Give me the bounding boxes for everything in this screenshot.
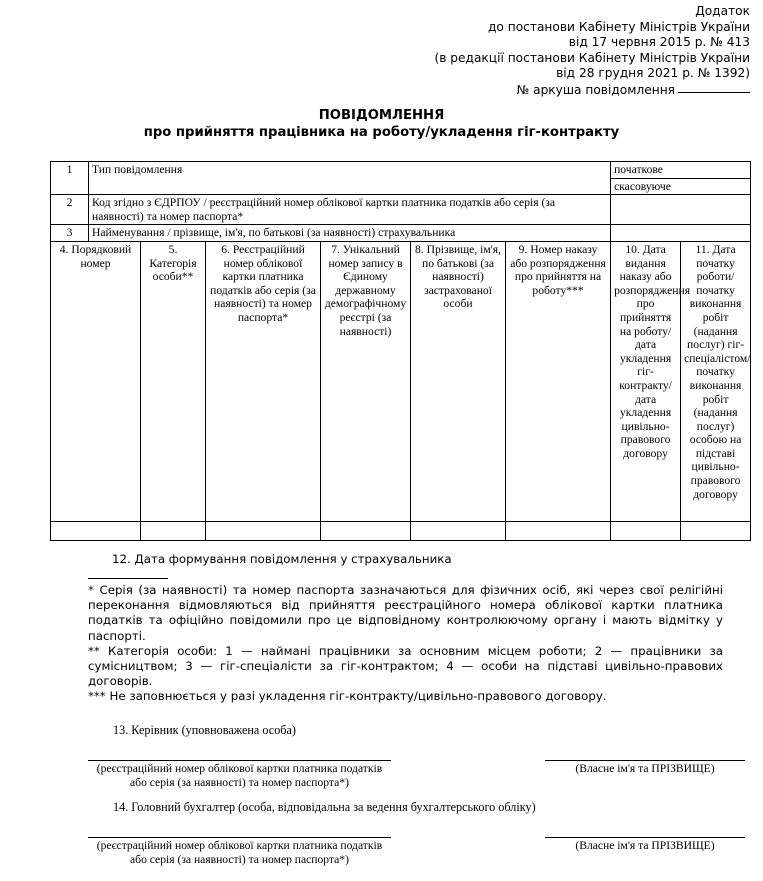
signature-13-caption-left: (реєстраційний номер облікової картки платника податків або серія (за наявності) та номер паспорта*) xyxy=(96,762,383,789)
title-line-1: ПОВІДОМЛЕННЯ xyxy=(318,108,445,123)
signature-14-lines xyxy=(88,837,745,866)
footnote-2: ** Категорія особи: 1 — наймані працівники за основним місцем роботи; 2 — працівники за сумісництвом; 3 — гіг-спеціалісти за гіг-контрактом; 4 — особи на підставі цивільно-правових договорів. xyxy=(88,643,723,689)
column-header-11: 11. Дата початку роботи/початку виконання робіт (надання послуг) гіг-спеціалістом/початку виконання робіт (надання послуг) особою на підставі цивільно-правового договору xyxy=(681,241,751,521)
row-3-value[interactable] xyxy=(611,225,751,242)
signature-block-accountant xyxy=(88,800,745,866)
signature-13-caption-right: (Власне ім'я та ПРІЗВИЩЕ) xyxy=(575,762,715,775)
signature-13-title: 13. Керівник (уповноважена особа) xyxy=(113,723,296,737)
data-cell-11[interactable] xyxy=(681,521,751,540)
document-header xyxy=(300,4,750,98)
signature-14-rule-right[interactable] xyxy=(545,837,745,838)
table-column-headers xyxy=(51,241,751,521)
row-2-label: Код згідно з ЄДРПОУ / реєстраційний номер облікової картки платника податків або серія (за наявності) та номер паспорта* xyxy=(89,195,611,225)
table-row xyxy=(51,521,751,540)
row-2-number: 2 xyxy=(51,195,89,225)
item-12-formation-date: 12. Дата формування повідомлення у страхувальника xyxy=(112,552,452,566)
signature-14-rule-left[interactable] xyxy=(88,837,391,838)
data-cell-9[interactable] xyxy=(506,521,611,540)
row-3-number: 3 xyxy=(51,225,89,242)
footnotes xyxy=(88,583,723,705)
header-line-1: Додаток xyxy=(695,4,750,18)
data-cell-5[interactable] xyxy=(141,521,206,540)
row-1-option-initial[interactable]: початкове xyxy=(611,162,751,179)
header-line-4: (в редакції постанови Кабінету Міністрів України xyxy=(434,50,750,65)
signature-14-caption-right: (Власне ім'я та ПРІЗВИЩЕ) xyxy=(575,839,715,852)
data-cell-7[interactable] xyxy=(321,521,411,540)
column-header-10: 10. Дата видання наказу або розпорядження про прийняття на роботу/дата укладення гіг-контракту/дата укладення цивільно-правового договору xyxy=(611,241,681,521)
header-line-5: від 28 грудня 2021 р. № 1392) xyxy=(556,66,750,80)
signature-block-manager xyxy=(88,723,745,789)
page-title xyxy=(0,107,763,141)
sheet-number-row xyxy=(300,82,750,99)
notification-form-table xyxy=(50,161,751,541)
title-line-2: про прийняття працівника на роботу/укладення гіг-контракту xyxy=(143,125,620,140)
data-cell-8[interactable] xyxy=(411,521,506,540)
signature-14-title: 14. Головний бухгалтер (особа, відповідальна за ведення бухгалтерського обліку) xyxy=(113,800,536,814)
column-header-9: 9. Номер наказу або розпорядження про прийняття на роботу*** xyxy=(506,241,611,521)
sheet-number-field[interactable] xyxy=(678,82,750,93)
row-1-option-cancel[interactable]: скасовуюче xyxy=(611,178,751,195)
column-header-7: 7. Унікальний номер запису в Єдиному державному демографічному реєстрі (за наявності) xyxy=(321,241,411,521)
table-row-2 xyxy=(51,195,751,225)
row-1-label: Тип повідомлення xyxy=(89,162,611,195)
footnote-separator xyxy=(88,578,168,579)
signature-13-lines xyxy=(88,760,745,789)
signature-13-rule-right[interactable] xyxy=(545,760,745,761)
column-header-4: 4. Порядковий номер xyxy=(51,241,141,521)
row-2-value[interactable] xyxy=(611,195,751,225)
row-1-number: 1 xyxy=(51,162,89,195)
header-line-3: від 17 червня 2015 р. № 413 xyxy=(568,35,750,49)
table-row-1 xyxy=(51,162,751,179)
data-cell-4[interactable] xyxy=(51,521,141,540)
header-line-2: до постанови Кабінету Міністрів України xyxy=(487,19,750,34)
signature-14-caption-left: (реєстраційний номер облікової картки платника податків або серія (за наявності) та номер паспорта*) xyxy=(96,839,383,866)
table-row-3 xyxy=(51,225,751,242)
signature-13-rule-left[interactable] xyxy=(88,760,391,761)
data-cell-10[interactable] xyxy=(611,521,681,540)
column-header-5: 5. Категорія особи** xyxy=(141,241,206,521)
sheet-number-label: № аркуша повідомлення xyxy=(516,82,675,97)
data-cell-6[interactable] xyxy=(206,521,321,540)
column-header-6: 6. Реєстраційний номер облікової картки платника податків або серія (за наявності) та номер паспорта* xyxy=(206,241,321,521)
column-header-8: 8. Прізвище, ім'я, по батькові (за наявності) застрахованої особи xyxy=(411,241,506,521)
row-3-label: Найменування / прізвище, ім'я, по батькові (за наявності) страхувальника xyxy=(89,225,611,242)
footnote-3: *** Не заповнюється у разі укладення гіг-контракту/цивільно-правового договору. xyxy=(88,689,607,704)
footnote-1: * Серія (за наявності) та номер паспорта зазначаються для фізичних осіб, які через свої релігійні переконання відмовляються від прийняття реєстраційного номера облікової картки платника податків та офіційно повідомили про це відповідному контролюючому органу і мають відмітку у паспорті. xyxy=(88,583,723,643)
